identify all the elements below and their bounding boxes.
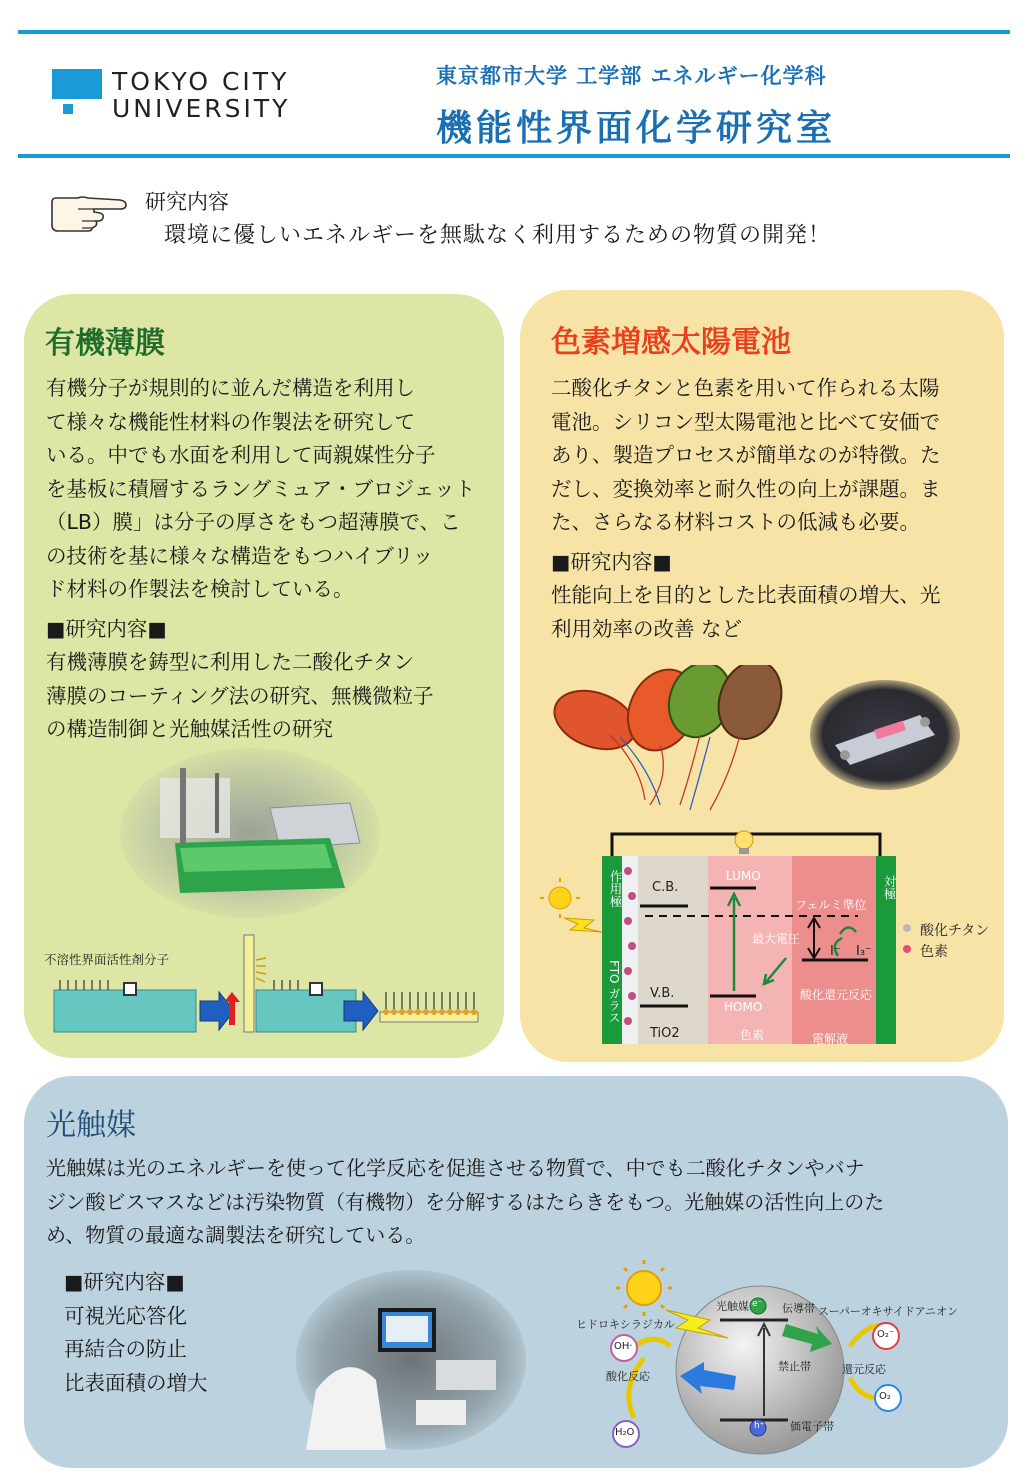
photo-research-heading: ■研究内容■ [64,1270,185,1294]
organic-film-title: 有機薄膜 [45,326,165,361]
iodide-label: I⁻ [830,944,841,959]
surfactant-label: 不溶性界面活性剤分子 [44,952,170,967]
photo-line: ジン酸ビスマスなどは汚染物質（有機物）を分解するはたらきをもつ。光触媒の活性向上のた [46,1189,885,1214]
conduction-band-label: C.B. [652,880,679,895]
photo-research-item: 比表面積の増大 [64,1370,208,1395]
dye-line: だし、変換効率と耐久性の向上が課題。ま [551,476,941,501]
leaf-solar-cells-illustration [550,665,800,815]
lb-trough-photo [120,748,380,918]
organic-research-line: 薄膜のコーティング法の研究、無機微粒子 [46,683,434,708]
hydroxyl-radical-label: ヒドロキシラジカル [576,1318,675,1331]
homo-label: HOMO [724,1000,763,1014]
legend-dye-label: 色素 [920,944,948,960]
photocatalyst-research [64,1266,208,1400]
oxidation-label: 酸化反応 [606,1370,650,1383]
dye-solar-description [551,372,941,646]
intro-statement: 環境に優しいエネルギーを無駄なく利用するための物質の開発！ [164,223,832,248]
counter-electrode-label: 対極 [882,875,897,900]
organic-research-line: の構造制御と光触媒活性の研究 [46,717,333,741]
dye-solar-title: 色素増感太陽電池 [551,325,791,360]
oh-radical-label: OH· [614,1341,633,1352]
organic-line: の技術を基に様々な構造をもつハイブリッ [46,543,434,568]
fto-glass-label: FTO ガラス [607,960,621,1024]
redox-label: 酸化還元反応 [800,988,873,1002]
valence-band-label: 価電子帯 [790,1420,834,1433]
electron-label: e⁻ [752,1299,763,1309]
lumo-label: LUMO [726,869,761,883]
lb-process-diagram [44,930,484,1040]
intro-label: 研究内容 [145,190,229,214]
forbidden-band-label: 禁止帯 [778,1360,811,1373]
photo-line: 光触媒は光のエネルギーを使って化学反応を促進させる物質で、中でも二酸化チタンやバナ [46,1156,865,1180]
dye-research-line: 性能向上を目的とした比表面積の増大、光 [551,583,941,607]
photocatalyst-title: 光触媒 [46,1108,136,1143]
oxygen-label: O₂ [879,1391,891,1402]
dye-research-line: 利用効率の改善 など [551,616,743,641]
photocatalyst-label: 光触媒 [716,1300,749,1313]
dye-line: た、さらなる材料コストの低減も必要。 [551,510,920,534]
tio2-label: TiO2 [650,1026,680,1041]
dye-line: 二酸化チタンと色素を用いて作られる太陽 [551,376,940,400]
lab-title: 機能性界面化学研究室 [436,108,837,149]
legend-tio2-label: 酸化チタン [920,923,990,939]
organic-research-line: 有機薄膜を鋳型に利用した二酸化チタン [46,650,414,674]
logo-line-2: UNIVERSITY [112,94,291,123]
logo-large-square [52,69,102,99]
top-rule [18,30,1010,34]
organic-research-heading: ■研究内容■ [46,616,167,641]
organic-line: （LB）膜」は分子の厚さをもつ超薄膜で、こ [46,510,461,534]
lab-computer-photo [296,1270,526,1450]
organic-film-description [46,372,475,747]
fermi-level-label: フェルミ準位 [795,898,867,912]
electrolyte-label: 電解液 [812,1032,849,1046]
superoxide-anion-label: O₂⁻ [877,1329,895,1340]
photo-research-item: 再結合の防止 [64,1337,187,1361]
organic-line: 有機分子が規則的に並んだ構造を利用し [46,376,415,400]
photo-research-item: 可視光応答化 [64,1303,187,1328]
hole-label: h⁺ [754,1421,765,1431]
water-label: H₂O [615,1427,635,1438]
superoxide-label: スーパーオキサイドアニオン [818,1305,959,1318]
reduction-label: 還元反応 [842,1363,886,1376]
working-electrode-label: 作用極 [608,870,623,908]
dye-layer-label: 色素 [740,1028,765,1042]
department-subtitle: 東京都市大学 工学部 エネルギー化学科 [436,64,827,88]
organic-line: ド材料の作製法を検討している。 [46,577,354,601]
photocatalyst-description [46,1152,884,1253]
dye-line: 電池。シリコン型太陽電池と比べて安価で [551,409,941,434]
photo-line: め、物質の最適な調製法を研究している。 [46,1223,426,1247]
dye-research-heading: ■研究内容■ [551,549,672,574]
max-voltage-label: 最大電圧 [752,932,801,946]
organic-line: て様々な機能性材料の作製法を研究して [46,409,415,434]
organic-line: を基板に積層するラングミュア・ブロジェット [46,476,476,501]
logo-small-square [63,104,73,114]
solar-cell-photo [810,680,960,790]
dye-line: あり、製造プロセスが簡単なのが特徴。た [551,443,941,467]
pointing-hand-icon [48,192,128,234]
organic-line: いる。中でも水面を利用して両親媒性分子 [46,443,436,467]
logo-line-1: TOKYO CITY [112,67,290,96]
header-bottom-rule [18,154,1010,158]
triiodide-label: I₃⁻ [856,944,872,959]
valence-band-label: V.B. [650,986,675,1001]
conduction-band-label: 伝導帯 [782,1302,815,1315]
